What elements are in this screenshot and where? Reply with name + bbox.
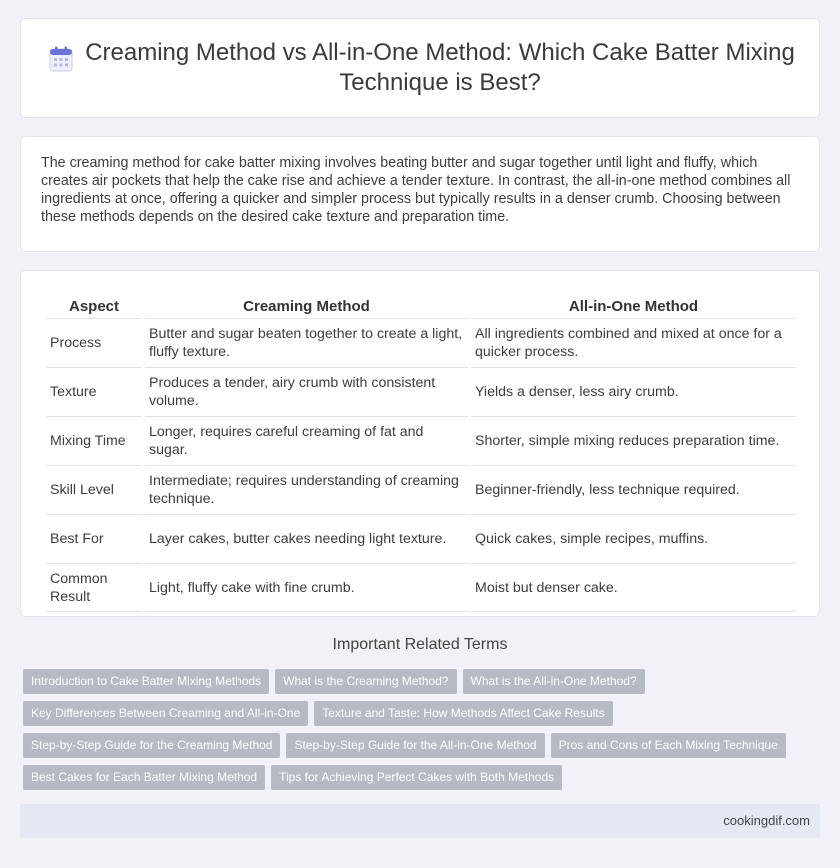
intro-text: The creaming method for cake batter mixing involves beating butter and sugar together until light and fluffy, which creates air pockets that help the cake rise and achieve a tender texture. In contrast, the all-in-one method combines all ingredients at once, offering a quicker and simpler process but typically results in a denser crumb. Choosing between these methods depends on the desired cake texture and preparation time. [41,155,791,225]
related-term-link[interactable]: What is the All-in-One Method? [463,669,645,694]
row-aspect: Mixing Time [46,417,142,466]
title-card [20,18,820,118]
row-all-in-one: Yields a denser, less airy crumb. [471,368,796,417]
row-aspect: Skill Level [46,466,142,515]
comparison-card [20,270,820,617]
row-aspect: Best For [46,515,142,564]
footer-site-link[interactable]: cookingdif.com [723,813,810,828]
row-all-in-one: Quick cakes, simple recipes, muffins. [471,515,796,564]
tag-row [23,669,813,701]
row-creaming: Light, fluffy cake with fine crumb. [145,564,468,612]
related-term-link[interactable]: What is the Creaming Method? [275,669,456,694]
header-aspect: Aspect [46,293,142,319]
row-aspect: Common Result [46,564,142,612]
row-aspect: Texture [46,368,142,417]
tag-row [23,701,813,733]
table-row [46,417,796,466]
header-creaming: Creaming Method [145,293,468,319]
table-header-row [46,293,796,319]
related-term-link[interactable]: Introduction to Cake Batter Mixing Methods [23,669,269,694]
tag-row [23,733,813,765]
table-row [46,515,796,564]
row-creaming: Intermediate; requires understanding of creaming technique. [145,466,468,515]
related-term-link[interactable]: Texture and Taste: How Methods Affect Cake Results [314,701,612,726]
related-term-link[interactable]: Best Cakes for Each Batter Mixing Method [23,765,265,790]
row-creaming: Longer, requires careful creaming of fat and sugar. [145,417,468,466]
table-row [46,466,796,515]
row-all-in-one: Beginner-friendly, less technique required. [471,466,796,515]
table-row [46,564,796,612]
row-creaming: Butter and sugar beaten together to create a light, fluffy texture. [145,319,468,368]
related-terms-title: Important Related Terms [332,636,508,653]
related-term-link[interactable]: Tips for Achieving Perfect Cakes with Both Methods [271,765,562,790]
row-all-in-one: Shorter, simple mixing reduces preparation time. [471,417,796,466]
row-all-in-one: Moist but denser cake. [471,564,796,612]
related-term-link[interactable]: Step-by-Step Guide for the All-in-One Method [286,733,544,758]
page-title: Creaming Method vs All-in-One Method: Which Cake Batter Mixing Technique is Best? [85,39,795,96]
row-all-in-one: All ingredients combined and mixed at once for a quicker process. [471,319,796,368]
related-terms-list [23,669,813,797]
table-row [46,368,796,417]
intro-card [20,136,820,252]
row-creaming: Layer cakes, butter cakes needing light texture. [145,515,468,564]
row-creaming: Produces a tender, airy crumb with consistent volume. [145,368,468,417]
header-all-in-one: All-in-One Method [471,293,796,319]
tag-row [23,765,813,797]
row-aspect: Process [46,319,142,368]
footer [20,804,820,838]
comparison-table [43,293,799,612]
related-term-link[interactable]: Step-by-Step Guide for the Creaming Method [23,733,280,758]
related-term-link[interactable]: Key Differences Between Creaming and All-in-One [23,701,308,726]
related-term-link[interactable]: Pros and Cons of Each Mixing Technique [551,733,786,758]
table-row [46,319,796,368]
